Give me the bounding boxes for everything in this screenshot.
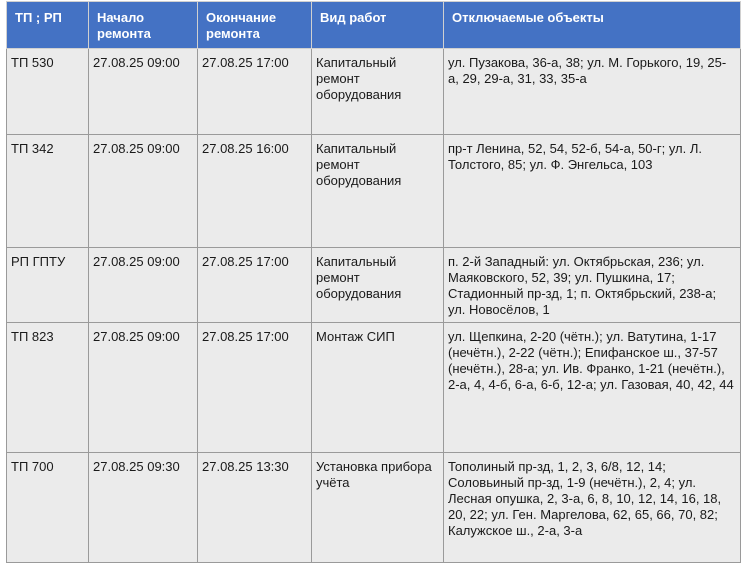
cell-tp: ТП 700 <box>7 453 89 563</box>
cell-end: 27.08.25 17:00 <box>198 49 312 135</box>
cell-end: 27.08.25 17:00 <box>198 248 312 323</box>
cell-end: 27.08.25 13:30 <box>198 453 312 563</box>
cell-work: Капитальный ремонт оборудования <box>312 248 444 323</box>
header-work: Вид работ <box>312 2 444 49</box>
cell-work: Монтаж СИП <box>312 323 444 453</box>
cell-objects: п. 2-й Западный: ул. Октябрьская, 236; ул. Маяковского, 52, 39; ул. Пушкина, 17; Стадионный пр-зд, 1; п. Октябрьский, 238-а; ул. Новосёлов, 1 <box>444 248 741 323</box>
table-row <box>7 323 741 453</box>
cell-start: 27.08.25 09:30 <box>89 453 198 563</box>
cell-work: Капитальный ремонт оборудования <box>312 135 444 248</box>
header-end: Окончание ремонта <box>198 2 312 49</box>
table-row <box>7 453 741 563</box>
cell-work: Капитальный ремонт оборудования <box>312 49 444 135</box>
cell-start: 27.08.25 09:00 <box>89 49 198 135</box>
cell-tp: ТП 530 <box>7 49 89 135</box>
cell-start: 27.08.25 09:00 <box>89 248 198 323</box>
outage-schedule-table <box>6 1 741 563</box>
cell-objects: Тополиный пр-зд, 1, 2, 3, 6/8, 12, 14; Соловьиный пр-зд, 1-9 (нечётн.), 2, 4; ул. Лесная опушка, 2, 3-а, 6, 8, 10, 12, 14, 16, 18, 20, 22; ул. Ген. Маргелова, 62, 65, 66, 70, 82; Калужское ш., 2-а, 3-а <box>444 453 741 563</box>
header-start: Начало ремонта <box>89 2 198 49</box>
cell-objects: ул. Пузакова, 36-а, 38; ул. М. Горького, 19, 25-а, 29, 29-а, 31, 33, 35-а <box>444 49 741 135</box>
cell-objects: ул. Щепкина, 2-20 (чётн.); ул. Ватутина, 1-17 (нечётн.), 2-22 (чётн.); Епифанское ш., 37-57 (нечётн.), 28-а; ул. Ив. Франко, 1-21 (нечётн.), 2-а, 4, 4-б, 6-а, 6-б, 12-а; ул. Газовая, 40, 42, 44 <box>444 323 741 453</box>
table-row <box>7 135 741 248</box>
cell-end: 27.08.25 17:00 <box>198 323 312 453</box>
cell-start: 27.08.25 09:00 <box>89 323 198 453</box>
cell-work: Установка прибора учёта <box>312 453 444 563</box>
table-header-row <box>7 2 741 49</box>
table-row <box>7 248 741 323</box>
cell-tp: ТП 823 <box>7 323 89 453</box>
table-row <box>7 49 741 135</box>
cell-start: 27.08.25 09:00 <box>89 135 198 248</box>
header-tp: ТП ; РП <box>7 2 89 49</box>
cell-end: 27.08.25 16:00 <box>198 135 312 248</box>
cell-tp: РП ГПТУ <box>7 248 89 323</box>
header-objects: Отключаемые объекты <box>444 2 741 49</box>
cell-objects: пр-т Ленина, 52, 54, 52-б, 54-а, 50-г; ул. Л. Толстого, 85; ул. Ф. Энгельса, 103 <box>444 135 741 248</box>
cell-tp: ТП 342 <box>7 135 89 248</box>
